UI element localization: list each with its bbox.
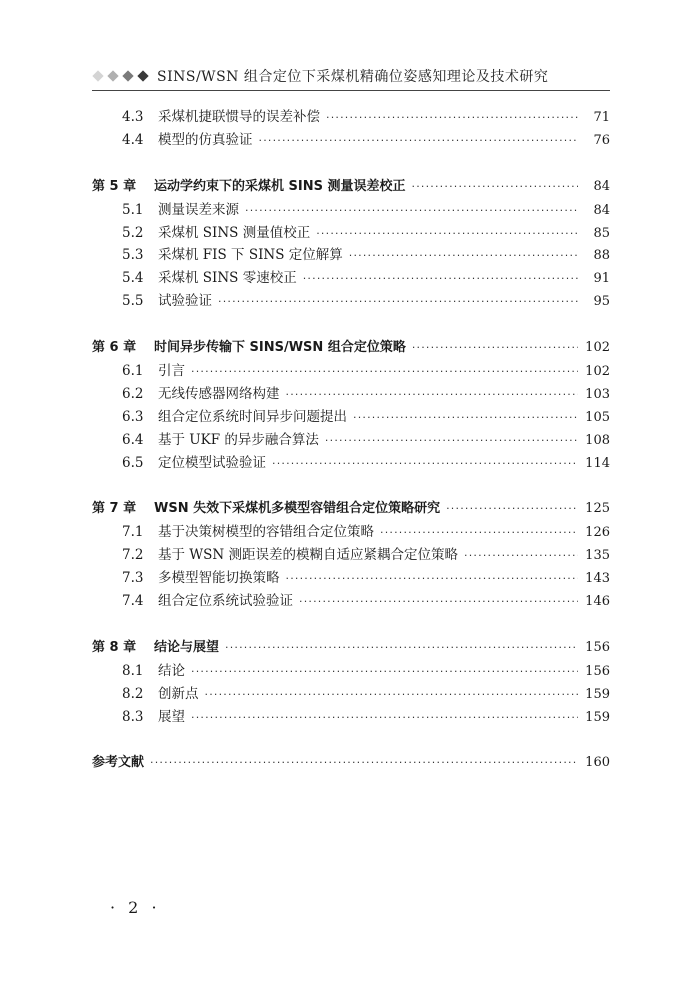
toc-entry-6-3[interactable] (92, 406, 610, 429)
toc-chapter-6[interactable] (92, 337, 610, 360)
section-title: 展望 (158, 708, 185, 725)
diamond-icon (137, 70, 148, 81)
section-title: 测量误差来源 (158, 201, 239, 218)
toc-entry-7-4[interactable] (92, 590, 610, 613)
page-number: 84 (593, 178, 610, 194)
dot-leader (412, 176, 579, 199)
dot-leader (286, 384, 579, 407)
dot-leader (316, 223, 578, 246)
toc-entry-8-3[interactable] (92, 706, 610, 729)
diamond-ornament-icon (92, 72, 149, 80)
chapter-number: 第 8 章 (92, 639, 137, 655)
table-of-contents (92, 106, 610, 775)
toc-chapter-5[interactable] (92, 176, 610, 199)
section-number: 6.5 (122, 454, 144, 471)
dot-leader (150, 752, 578, 775)
page-number: 71 (593, 110, 610, 125)
section-title: 采煤机捷联惯导的误差补偿 (158, 109, 320, 125)
toc-chapter-7[interactable] (92, 498, 610, 521)
section-number: 6.4 (122, 431, 144, 448)
toc-entry-6-5[interactable] (92, 452, 610, 475)
section-title: 无线传感器网络构建 (158, 385, 280, 402)
dot-leader (191, 661, 578, 684)
page-number: 146 (585, 594, 610, 610)
page-number: 156 (585, 663, 610, 679)
spacer (92, 313, 610, 337)
section-number: 5.1 (122, 201, 144, 218)
chapter-number: 第 5 章 (92, 178, 137, 194)
section-number: 7.2 (122, 547, 144, 564)
running-header (92, 64, 612, 88)
section-title: 试验验证 (158, 293, 212, 310)
chapter-title: 结论与展望 (154, 639, 220, 655)
toc-entry-7-3[interactable] (92, 567, 610, 590)
section-title: 采煤机 FIS 下 SINS 定位解算 (158, 247, 343, 264)
page-number: 135 (585, 548, 610, 564)
dot-leader (205, 684, 579, 707)
toc-entry-6-2[interactable] (92, 383, 610, 406)
section-number: 5.4 (122, 270, 144, 287)
section-title: 结论 (158, 662, 185, 679)
dot-leader (326, 107, 578, 130)
toc-references[interactable] (92, 752, 610, 775)
dot-leader (218, 291, 578, 314)
spacer (92, 613, 610, 637)
chapter-title: 时间异步传输下 SINS/WSN 组合定位策略 (154, 340, 406, 356)
section-number: 7.4 (122, 593, 144, 610)
page-number: 108 (585, 432, 610, 448)
toc-entry-5-1[interactable] (92, 199, 610, 222)
toc-entry-5-4[interactable] (92, 267, 610, 290)
page-number: 102 (585, 364, 610, 380)
page-number: 84 (593, 202, 610, 218)
spacer (92, 474, 610, 498)
page-number: 103 (585, 386, 610, 402)
toc-entry-6-4[interactable] (92, 429, 610, 452)
page-number: 125 (585, 501, 610, 517)
dot-leader (191, 707, 578, 730)
spacer (92, 152, 610, 176)
section-title: 创新点 (158, 685, 199, 702)
dot-leader (225, 637, 578, 660)
section-number: 7.1 (122, 524, 144, 541)
page-number: 91 (593, 271, 610, 287)
section-number: 5.3 (122, 247, 144, 264)
section-title: 组合定位系统时间异步问题提出 (158, 408, 347, 425)
section-number: 5.5 (122, 293, 144, 310)
page-number: 88 (593, 248, 610, 264)
toc-entry-5-3[interactable] (92, 244, 610, 267)
chapter-number: 第 7 章 (92, 501, 137, 517)
section-title: 组合定位系统试验验证 (158, 593, 293, 610)
toc-entry-5-2[interactable] (92, 222, 610, 245)
page-number: 76 (593, 132, 610, 148)
section-title: 采煤机 SINS 测量值校正 (158, 224, 311, 241)
page-number: 143 (585, 571, 610, 587)
section-number: 6.2 (122, 385, 144, 402)
chapter-title: 运动学约束下的采煤机 SINS 测量误差校正 (154, 178, 406, 194)
page-number: 126 (585, 525, 610, 541)
section-number: 6.3 (122, 408, 144, 425)
toc-chapter-8[interactable] (92, 637, 610, 660)
dot-leader (303, 268, 578, 291)
section-title: 基于 WSN 测距误差的模糊自适应紧耦合定位策略 (158, 547, 459, 564)
dot-leader (380, 522, 578, 545)
dot-leader (245, 200, 578, 223)
dot-leader (349, 245, 578, 268)
section-number: 7.3 (122, 570, 144, 587)
section-title: 基于决策树模型的容错组合定位策略 (158, 524, 374, 541)
section-number: 4.3 (122, 109, 144, 125)
dot-leader (191, 361, 578, 384)
chapter-number: 第 6 章 (92, 340, 137, 356)
section-number: 5.2 (122, 224, 144, 241)
page-number: 85 (593, 225, 610, 241)
diamond-icon (107, 70, 118, 81)
page-number: 160 (585, 755, 610, 771)
diamond-icon (122, 70, 133, 81)
section-title: 引言 (158, 363, 185, 380)
footer-page-number: · 2 · (110, 898, 161, 917)
dot-leader (412, 337, 578, 360)
references-title: 参考文献 (92, 755, 145, 771)
toc-entry-8-2[interactable] (92, 683, 610, 706)
toc-entry-5-5[interactable] (92, 290, 610, 313)
dot-leader (464, 545, 578, 568)
page-number: 105 (585, 409, 610, 425)
section-number: 6.1 (122, 363, 144, 380)
dot-leader (259, 130, 579, 153)
section-title: 多模型智能切换策略 (158, 570, 280, 587)
dot-leader (272, 453, 578, 476)
section-title: 采煤机 SINS 零速校正 (158, 270, 297, 287)
dot-leader (286, 568, 579, 591)
header-rule (92, 90, 610, 91)
page-number: 156 (585, 639, 610, 655)
page-number: 95 (593, 294, 610, 310)
dot-leader (446, 498, 578, 521)
page-number: 159 (585, 709, 610, 725)
page-number: 114 (585, 455, 610, 471)
section-number: 8.1 (122, 662, 144, 679)
toc-entry-8-1[interactable] (92, 660, 610, 683)
toc-entry-4-4[interactable] (92, 129, 610, 152)
dot-leader (299, 591, 578, 614)
toc-entry-7-1[interactable] (92, 521, 610, 544)
section-title: 模型的仿真验证 (158, 131, 253, 148)
toc-entry-4-3[interactable] (92, 106, 610, 129)
header-title: SINS/WSN 组合定位下采煤机精确位姿感知理论及技术研究 (157, 69, 549, 85)
section-number: 4.4 (122, 131, 144, 148)
chapter-title: WSN 失效下采煤机多模型容错组合定位策略研究 (154, 501, 441, 517)
section-title: 基于 UKF 的异步融合算法 (158, 431, 319, 448)
page-number: 102 (585, 340, 610, 356)
toc-entry-7-2[interactable] (92, 544, 610, 567)
diamond-icon (92, 70, 103, 81)
spacer (92, 728, 610, 752)
page-number: 159 (585, 686, 610, 702)
section-number: 8.3 (122, 708, 144, 725)
dot-leader (353, 407, 578, 430)
dot-leader (325, 430, 578, 453)
section-number: 8.2 (122, 685, 144, 702)
toc-entry-6-1[interactable] (92, 360, 610, 383)
section-title: 定位模型试验验证 (158, 454, 266, 471)
